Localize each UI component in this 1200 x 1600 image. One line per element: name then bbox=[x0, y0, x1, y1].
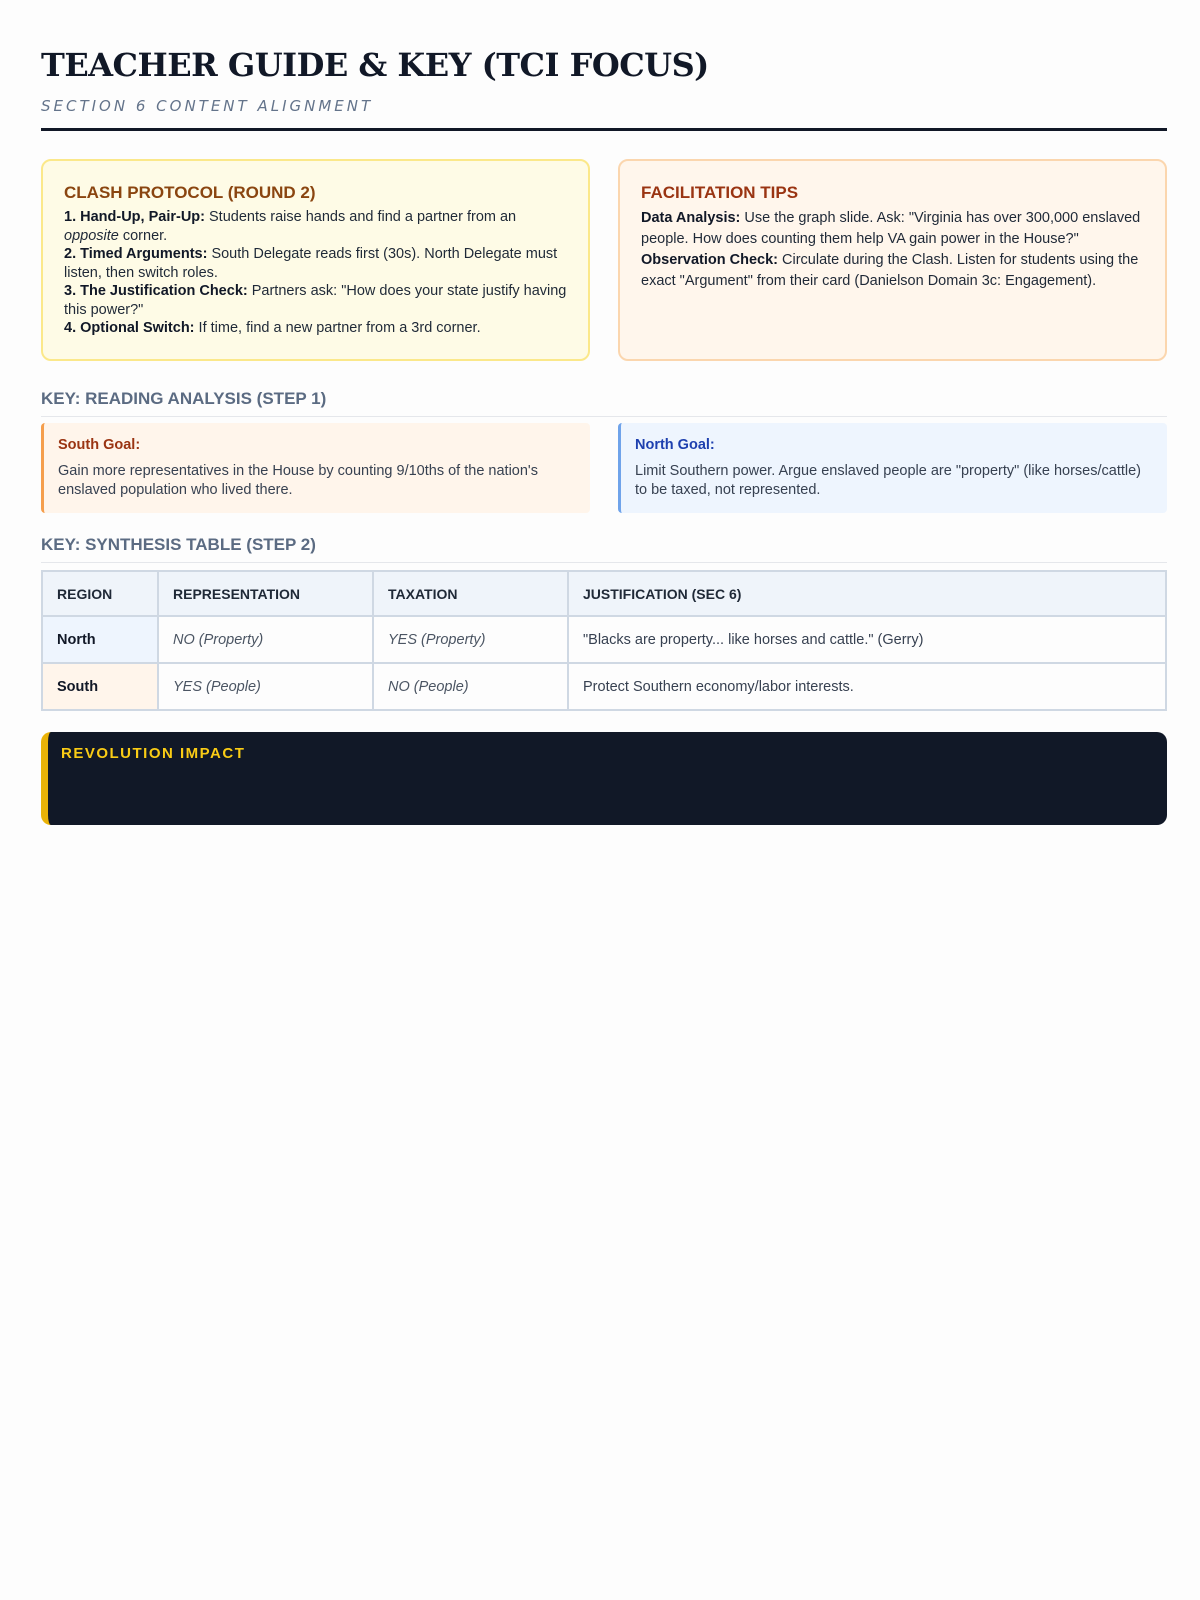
column-header-representation: REPRESENTATION bbox=[158, 571, 373, 616]
column-header-justification: JUSTIFICATION (SEC 6) bbox=[568, 571, 1166, 616]
facilitation-tips-body bbox=[641, 208, 1145, 292]
page-subtitle: SECTION 6 CONTENT ALIGNMENT bbox=[41, 97, 374, 115]
north-goal-title: North Goal: bbox=[635, 437, 715, 453]
clash-protocol-title: CLASH PROTOCOL (ROUND 2) bbox=[64, 183, 316, 202]
protocol-step-1: 1. Hand-Up, Pair-Up: Students raise hands and find a partner from an opposite corner. bbox=[64, 209, 517, 244]
clash-protocol-steps bbox=[64, 208, 568, 338]
region-cell: South bbox=[42, 663, 158, 710]
south-goal-title: South Goal: bbox=[58, 437, 141, 453]
justification-cell: Protect Southern economy/labor interests. bbox=[568, 663, 1166, 710]
synthesis-table-heading: KEY: SYNTHESIS TABLE (STEP 2) bbox=[41, 533, 1167, 563]
synthesis-table bbox=[41, 570, 1167, 711]
south-goal-text: Gain more representatives in the House by counting 9/10ths of the nation's enslaved population who lived there. bbox=[58, 463, 538, 498]
header-divider bbox=[41, 128, 1167, 131]
north-goal-text: Limit Southern power. Argue enslaved people are "property" (like horses/cattle) to be taxed, not represented. bbox=[635, 463, 1141, 498]
table-row bbox=[42, 663, 1166, 710]
justification-cell: "Blacks are property... like horses and cattle." (Gerry) bbox=[568, 616, 1166, 663]
table-header-row bbox=[42, 571, 1166, 616]
south-goal-card bbox=[41, 423, 590, 513]
tip-data-analysis: Data Analysis: Use the graph slide. Ask: "Virginia has over 300,000 enslaved people. How does counting them help VA gain power in the House?" bbox=[641, 210, 1141, 247]
facilitation-tips-card bbox=[618, 159, 1167, 361]
protocol-step-3: 3. The Justification Check: Partners ask: "How does your state justify having this power?" bbox=[64, 283, 567, 318]
north-goal-card bbox=[618, 423, 1167, 513]
facilitation-tips-title: FACILITATION TIPS bbox=[641, 183, 799, 202]
revolution-impact-title: REVOLUTION IMPACT bbox=[61, 745, 246, 762]
protocol-step-4: 4. Optional Switch: If time, find a new partner from a 3rd corner. bbox=[64, 320, 481, 336]
callout-row bbox=[41, 159, 1167, 361]
representation-cell: YES (People) bbox=[158, 663, 373, 710]
column-header-region: REGION bbox=[42, 571, 158, 616]
clash-protocol-card bbox=[41, 159, 590, 361]
goal-row bbox=[41, 423, 1167, 513]
region-cell: North bbox=[42, 616, 158, 663]
page-title: TEACHER GUIDE & KEY (TCI FOCUS) bbox=[41, 46, 709, 84]
taxation-cell: YES (Property) bbox=[373, 616, 568, 663]
teacher-guide-page bbox=[41, 40, 1167, 825]
protocol-step-2: 2. Timed Arguments: South Delegate reads first (30s). North Delegate must listen, then switch roles. bbox=[64, 246, 558, 281]
representation-cell: NO (Property) bbox=[158, 616, 373, 663]
taxation-cell: NO (People) bbox=[373, 663, 568, 710]
reading-analysis-heading: KEY: READING ANALYSIS (STEP 1) bbox=[41, 387, 1167, 417]
tip-observation-check: Observation Check: Circulate during the Clash. Listen for students using the exact "Argument" from their card (Danielson Domain 3c: Engagement). bbox=[641, 252, 1139, 289]
column-header-taxation: TAXATION bbox=[373, 571, 568, 616]
revolution-impact-box bbox=[41, 732, 1167, 825]
table-row bbox=[42, 616, 1166, 663]
